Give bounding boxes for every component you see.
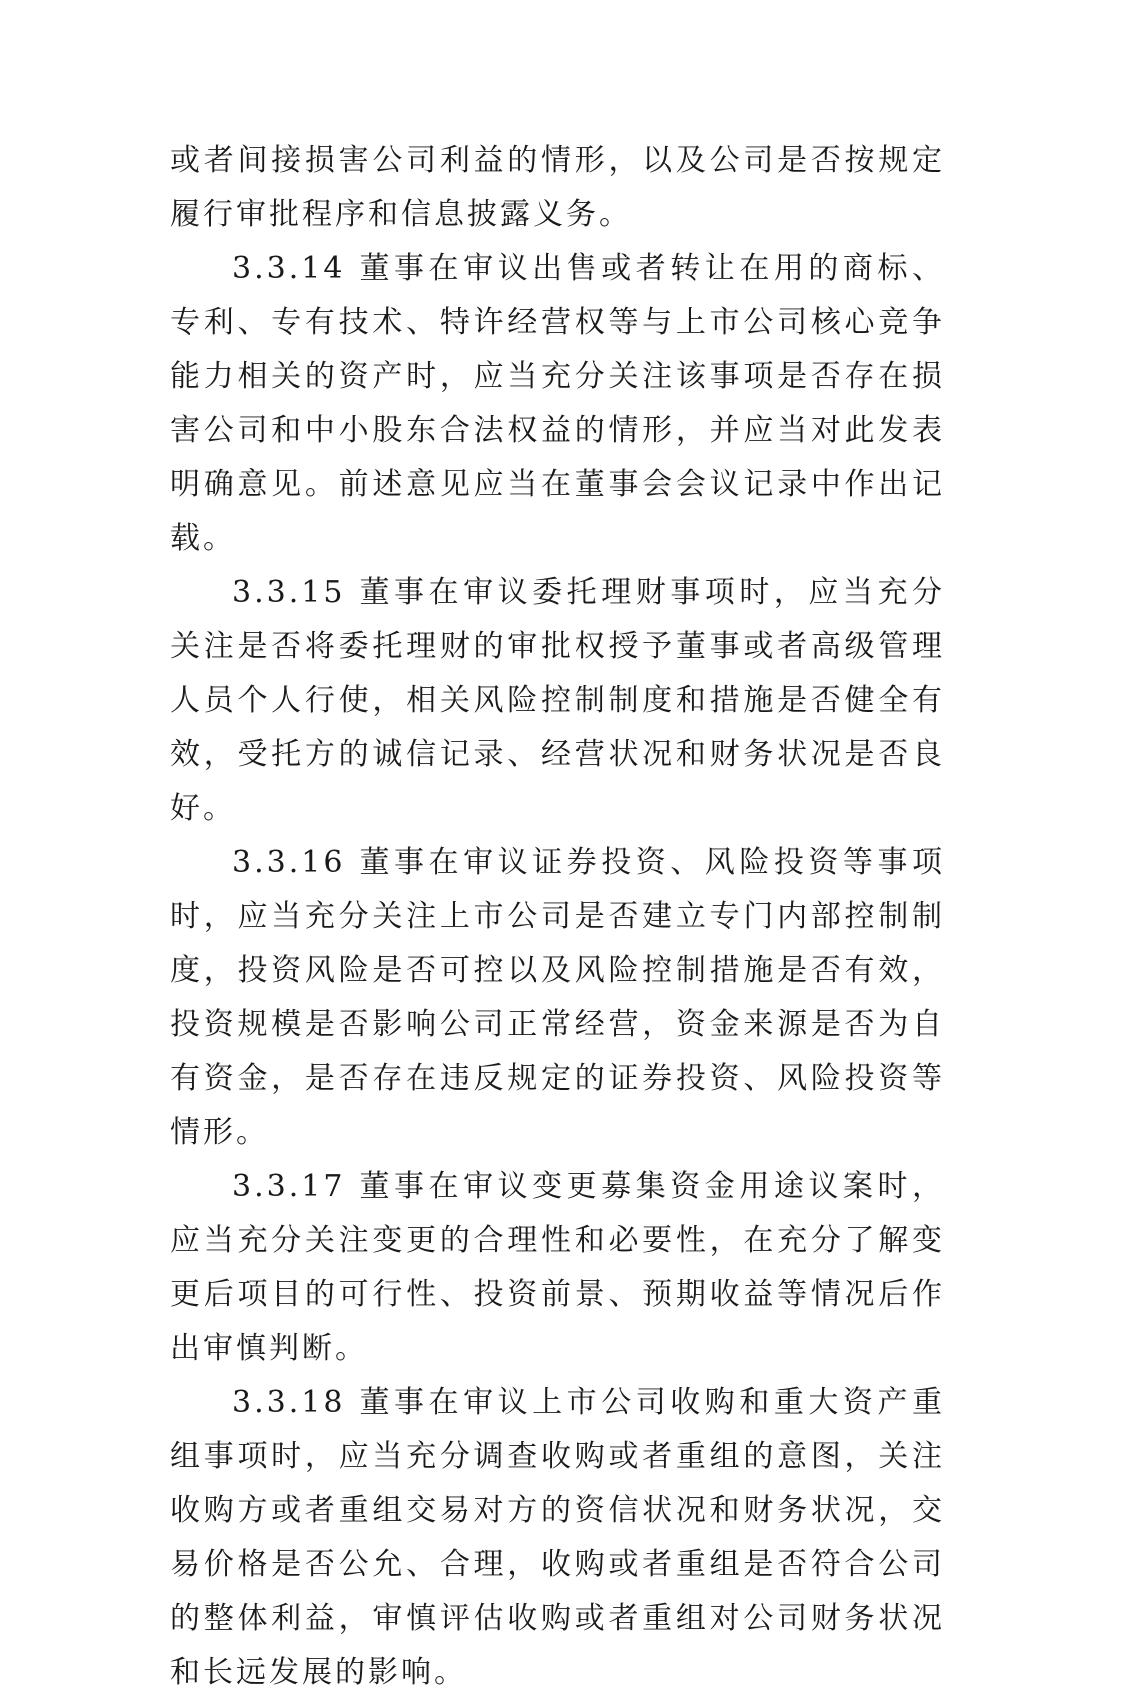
paragraph-3-3-16: 3.3.16 董事在审议证券投资、风险投资等事项时，应当充分关注上市公司是否建立专门内部控制制度，投资风险是否可控以及风险控制措施是否有效，投资规模是否影响公司正常经营，资金来源是否为自有资金，是否存在违反规定的证券投资、风险投资等情形。: [170, 845, 945, 1150]
paragraph-3-3-15: 3.3.15 董事在审议委托理财事项时，应当充分关注是否将委托理财的审批权授予董事或者高级管理人员个人行使，相关风险控制制度和措施是否健全有效，受托方的诚信记录、经营状况和财务状况是否良好。: [170, 575, 945, 826]
paragraph-3-3-18: 3.3.18 董事在审议上市公司收购和重大资产重组事项时，应当充分调查收购或者重组的意图，关注收购方或者重组交易对方的资信状况和财务状况，交易价格是否公允、合理，收购或者重组是否符合公司的整体利益，审慎评估收购或者重组对公司财务状况和长远发展的影响。: [170, 1385, 945, 1690]
paragraph-3-3-14: 3.3.14 董事在审议出售或者转让在用的商标、专利、专有技术、特许经营权等与上市公司核心竞争能力相关的资产时，应当充分关注该事项是否存在损害公司和中小股东合法权益的情形，并应当对此发表明确意见。前述意见应当在董事会会议记录中作出记载。: [170, 251, 945, 556]
paragraph-continuation: 或者间接损害公司利益的情形，以及公司是否按规定履行审批程序和信息披露义务。: [170, 143, 945, 232]
paragraph-3-3-17: 3.3.17 董事在审议变更募集资金用途议案时，应当充分关注变更的合理性和必要性，在充分了解变更后项目的可行性、投资前景、预期收益等情况后作出审慎判断。: [170, 1169, 945, 1366]
document-body: [170, 134, 945, 1700]
